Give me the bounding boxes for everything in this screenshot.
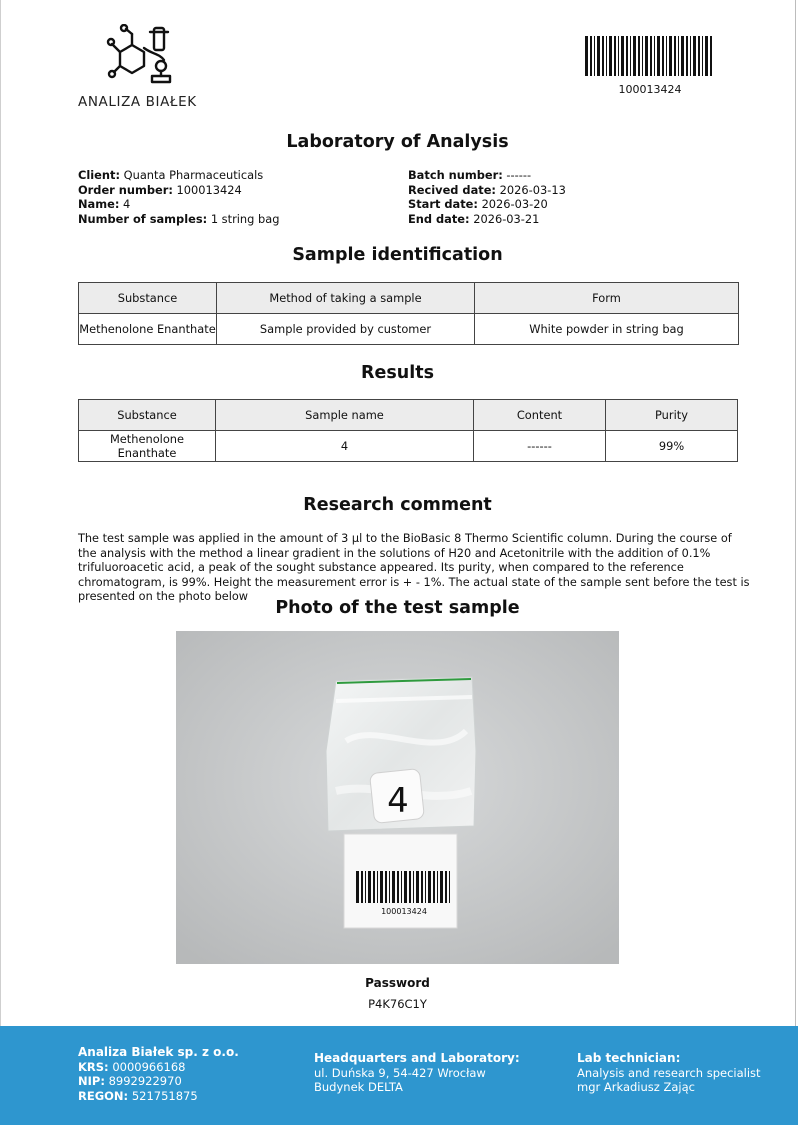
regon-label: REGON: (78, 1088, 129, 1103)
krs-value: 0000966168 (112, 1059, 186, 1074)
dates-info (408, 168, 566, 226)
batch-label: Batch number: (408, 168, 503, 182)
hq-building: Budynek DELTA (314, 1080, 403, 1094)
table-row (79, 314, 739, 345)
footer (0, 1026, 798, 1125)
name-label: Name: (78, 197, 120, 212)
footer-technician (577, 1051, 761, 1095)
start-label: Start date: (408, 197, 478, 212)
sample-photo (176, 631, 619, 964)
nip-label: NIP: (78, 1074, 105, 1088)
received-value: 2026-03-13 (499, 182, 566, 197)
footer-company (78, 1045, 239, 1103)
hq-address: ul. Duńska 9, 54-427 Wrocław (314, 1065, 486, 1080)
research-comment-heading: Research comment (303, 495, 492, 515)
table-cell: 99% (606, 431, 738, 462)
table-header-cell: Substance (79, 283, 217, 314)
table-cell: Methenolone Enanthate (79, 314, 217, 345)
table-header-cell: Method of taking a sample (217, 283, 475, 314)
table-cell: Sample provided by customer (217, 314, 475, 345)
received-label: Recived date: (408, 182, 496, 197)
company-logo (78, 24, 218, 114)
end-value: 2026-03-21 (473, 211, 540, 226)
client-info (78, 168, 279, 226)
samples-value: 1 string bag (210, 211, 280, 226)
results-heading: Results (361, 363, 434, 383)
table-header-cell: Sample name (216, 400, 474, 431)
research-comment-text: The test sample was applied in the amount of 3 µl to the BioBasic 8 Thermo Scientific column. During the course of the analysis with the method a linear gradient in the solutions of H20 and Acetonitrile with the addition of 0.1% trifuluoroacetic acid, a peak of the sought substance appeared. Its purity, when compared to the reference chromatogram, is 99%. Height the measurement error is + - 1%. The actual state of the sample sent before the test is presented on the photo below (78, 532, 750, 604)
table-cell: White powder in string bag (475, 314, 739, 345)
order-label: Order number: (78, 182, 173, 197)
nip-value: 8992922970 (108, 1074, 182, 1088)
table-header-cell: Form (475, 283, 739, 314)
molecule-microscope-icon (106, 24, 182, 88)
order-value: 100013424 (176, 182, 242, 197)
photo-label-digit: 4 (387, 781, 409, 821)
start-value: 2026-03-20 (481, 197, 548, 212)
batch-value: ------ (506, 168, 532, 182)
table-header-cell: Substance (79, 400, 216, 431)
table-cell: Methenolone Enanthate (79, 431, 216, 462)
table-header-cell: Purity (606, 400, 738, 431)
table-header-cell: Content (474, 400, 606, 431)
footer-headquarters (314, 1051, 520, 1095)
page-title: Laboratory of Analysis (286, 132, 509, 152)
table-header-row (79, 400, 738, 431)
krs-label: KRS: (78, 1059, 109, 1074)
client-value: Quanta Pharmaceuticals (123, 168, 264, 182)
table-cell: 4 (216, 431, 474, 462)
barcode-number: 100013424 (618, 83, 682, 96)
password-label: Password (365, 976, 430, 990)
table-cell: ------ (474, 431, 606, 462)
photo-heading: Photo of the test sample (275, 598, 520, 618)
regon-value: 521751875 (131, 1088, 198, 1103)
password-value: P4K76C1Y (368, 997, 427, 1011)
sample-photo-image (176, 631, 619, 964)
samples-label: Number of samples: (78, 211, 208, 226)
sample-identification-heading: Sample identification (292, 245, 503, 265)
company-name: Analiza Białek sp. z o.o. (78, 1045, 239, 1059)
client-label: Client: (78, 168, 121, 182)
hq-heading: Headquarters and Laboratory: (314, 1051, 520, 1065)
tech-role: Analysis and research specialist (577, 1065, 761, 1080)
table-header-row (79, 283, 739, 314)
photo-barcode-number: 100013424 (381, 907, 427, 916)
table-row (79, 431, 738, 462)
company-logo-text: ANALIZA BIAŁEK (78, 94, 197, 110)
results-table (78, 399, 738, 462)
barcode (585, 36, 713, 76)
tech-name: mgr Arkadiusz Zając (577, 1080, 695, 1094)
name-value: 4 (123, 197, 131, 212)
sample-identification-table (78, 282, 739, 345)
tech-heading: Lab technician: (577, 1051, 681, 1065)
end-label: End date: (408, 211, 470, 226)
